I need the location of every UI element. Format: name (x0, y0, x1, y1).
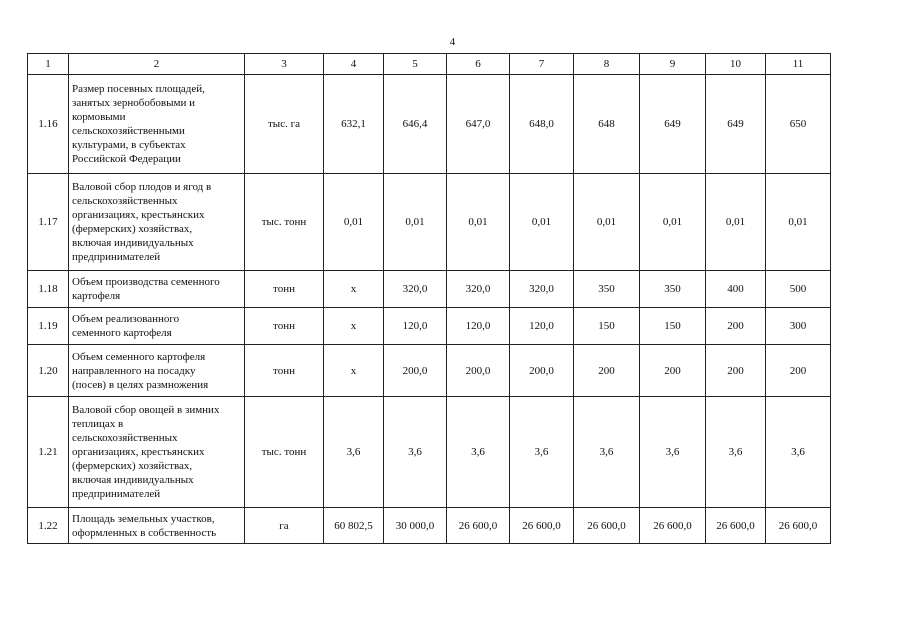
value-cell: 26 600,0 (766, 508, 831, 544)
value-cell: 150 (574, 308, 640, 345)
unit-cell: тыс. га (245, 75, 324, 174)
value-cell: 648 (574, 75, 640, 174)
indicator-name (69, 508, 245, 544)
value-cell: 350 (640, 271, 706, 308)
name-line: (посев) в целях размножения (72, 378, 209, 391)
name-line: семенного картофеля (72, 327, 172, 339)
table-row (28, 75, 831, 174)
value-cell: x (324, 308, 384, 345)
page-number: 4 (449, 36, 456, 48)
name-line: сельскохозяйственными (72, 125, 185, 137)
unit-cell: тонн (245, 308, 324, 345)
value-cell: 200 (706, 345, 766, 397)
unit-cell: га (245, 508, 324, 544)
value-cell: 0,01 (510, 174, 574, 271)
name-line: Валовой сбор плодов и ягод в (72, 181, 212, 193)
table-row (28, 174, 831, 271)
name-line: Площадь земельных участков, (72, 512, 215, 525)
value-cell: 0,01 (574, 174, 640, 271)
name-line: Российской Федерации (72, 153, 181, 165)
name-line: направленного на посадку (72, 364, 196, 377)
value-cell: 647,0 (447, 75, 510, 174)
name-line: картофеля (72, 290, 121, 302)
table-row (28, 345, 831, 397)
name-line: организациях, крестьянских (72, 209, 205, 221)
name-line: Объем производства семенного (72, 276, 220, 288)
value-cell: 200 (706, 308, 766, 345)
indicator-name (69, 271, 245, 308)
value-cell: 120,0 (384, 308, 447, 345)
name-line: Размер посевных площадей, (72, 83, 205, 95)
value-cell: 3,6 (324, 397, 384, 508)
row-number: 1.21 (28, 397, 69, 508)
value-cell: 200 (574, 345, 640, 397)
name-line: предпринимателей (72, 488, 161, 500)
row-number: 1.19 (28, 308, 69, 345)
value-cell: 3,6 (706, 397, 766, 508)
header-cell: 5 (384, 54, 447, 75)
name-line: (фермерских) хозяйствах, (72, 223, 193, 235)
value-cell: 150 (640, 308, 706, 345)
name-line: оформленных в собственность (72, 526, 217, 539)
header-cell: 8 (574, 54, 640, 75)
value-cell: 0,01 (640, 174, 706, 271)
name-line: занятых зернобобовыми и (72, 97, 195, 109)
value-cell: 200,0 (384, 345, 447, 397)
value-cell: 26 600,0 (510, 508, 574, 544)
value-cell: 649 (640, 75, 706, 174)
row-number: 1.18 (28, 271, 69, 308)
header-cell: 2 (69, 54, 245, 75)
value-cell: 26 600,0 (706, 508, 766, 544)
indicator-name (69, 308, 245, 345)
value-cell: 500 (766, 271, 831, 308)
header-cell: 9 (640, 54, 706, 75)
name-line: Объем реализованного (72, 313, 180, 325)
value-cell: x (324, 271, 384, 308)
value-cell: 200,0 (447, 345, 510, 397)
value-cell: 3,6 (510, 397, 574, 508)
name-line: включая индивидуальных (72, 237, 194, 249)
row-number: 1.20 (28, 345, 69, 397)
value-cell: 0,01 (324, 174, 384, 271)
value-cell: 649 (706, 75, 766, 174)
header-cell: 4 (324, 54, 384, 75)
value-cell: 0,01 (706, 174, 766, 271)
indicators-table (27, 53, 831, 544)
unit-cell: тыс. тонн (245, 397, 324, 508)
value-cell: 26 600,0 (574, 508, 640, 544)
value-cell: 120,0 (510, 308, 574, 345)
table-row (28, 308, 831, 345)
header-cell: 7 (510, 54, 574, 75)
value-cell: 3,6 (384, 397, 447, 508)
value-cell: 300 (766, 308, 831, 345)
value-cell: 646,4 (384, 75, 447, 174)
indicator-name (69, 174, 245, 271)
row-number: 1.22 (28, 508, 69, 544)
row-number: 1.17 (28, 174, 69, 271)
header-cell: 1 (28, 54, 69, 75)
table-row (28, 271, 831, 308)
name-line: сельскохозяйственных (72, 432, 178, 444)
value-cell: 200,0 (510, 345, 574, 397)
value-cell: 3,6 (574, 397, 640, 508)
indicator-name (69, 397, 245, 508)
value-cell: 26 600,0 (447, 508, 510, 544)
value-cell: 0,01 (766, 174, 831, 271)
value-cell: 200 (640, 345, 706, 397)
name-line: кормовыми (72, 111, 126, 123)
value-cell: 120,0 (447, 308, 510, 345)
value-cell: 3,6 (766, 397, 831, 508)
name-line: Объем семенного картофеля (72, 350, 206, 363)
value-cell: 650 (766, 75, 831, 174)
value-cell: 60 802,5 (324, 508, 384, 544)
name-line: включая индивидуальных (72, 474, 194, 486)
name-line: Валовой сбор овощей в зимних (72, 404, 220, 416)
value-cell: 648,0 (510, 75, 574, 174)
name-line: организациях, крестьянских (72, 446, 205, 458)
value-cell: 30 000,0 (384, 508, 447, 544)
name-line: сельскохозяйственных (72, 195, 178, 207)
header-cell: 10 (706, 54, 766, 75)
value-cell: 26 600,0 (640, 508, 706, 544)
header-row (28, 54, 831, 75)
value-cell: 320,0 (447, 271, 510, 308)
value-cell: 200 (766, 345, 831, 397)
value-cell: 3,6 (640, 397, 706, 508)
name-line: предпринимателей (72, 251, 161, 263)
value-cell: 350 (574, 271, 640, 308)
indicator-name (69, 345, 245, 397)
header-cell: 3 (245, 54, 324, 75)
row-number: 1.16 (28, 75, 69, 174)
header-cell: 11 (766, 54, 831, 75)
header-cell: 6 (447, 54, 510, 75)
value-cell: 3,6 (447, 397, 510, 508)
name-line: теплицах в (72, 418, 124, 430)
value-cell: x (324, 345, 384, 397)
unit-cell: тыс. тонн (245, 174, 324, 271)
value-cell: 632,1 (324, 75, 384, 174)
table-row (28, 397, 831, 508)
value-cell: 0,01 (384, 174, 447, 271)
value-cell: 0,01 (447, 174, 510, 271)
value-cell: 320,0 (510, 271, 574, 308)
value-cell: 320,0 (384, 271, 447, 308)
table-row (28, 508, 831, 544)
unit-cell: тонн (245, 345, 324, 397)
unit-cell: тонн (245, 271, 324, 308)
name-line: культурами, в субъектах (72, 139, 186, 151)
name-line: (фермерских) хозяйствах, (72, 460, 193, 472)
value-cell: 400 (706, 271, 766, 308)
indicator-name (69, 75, 245, 174)
